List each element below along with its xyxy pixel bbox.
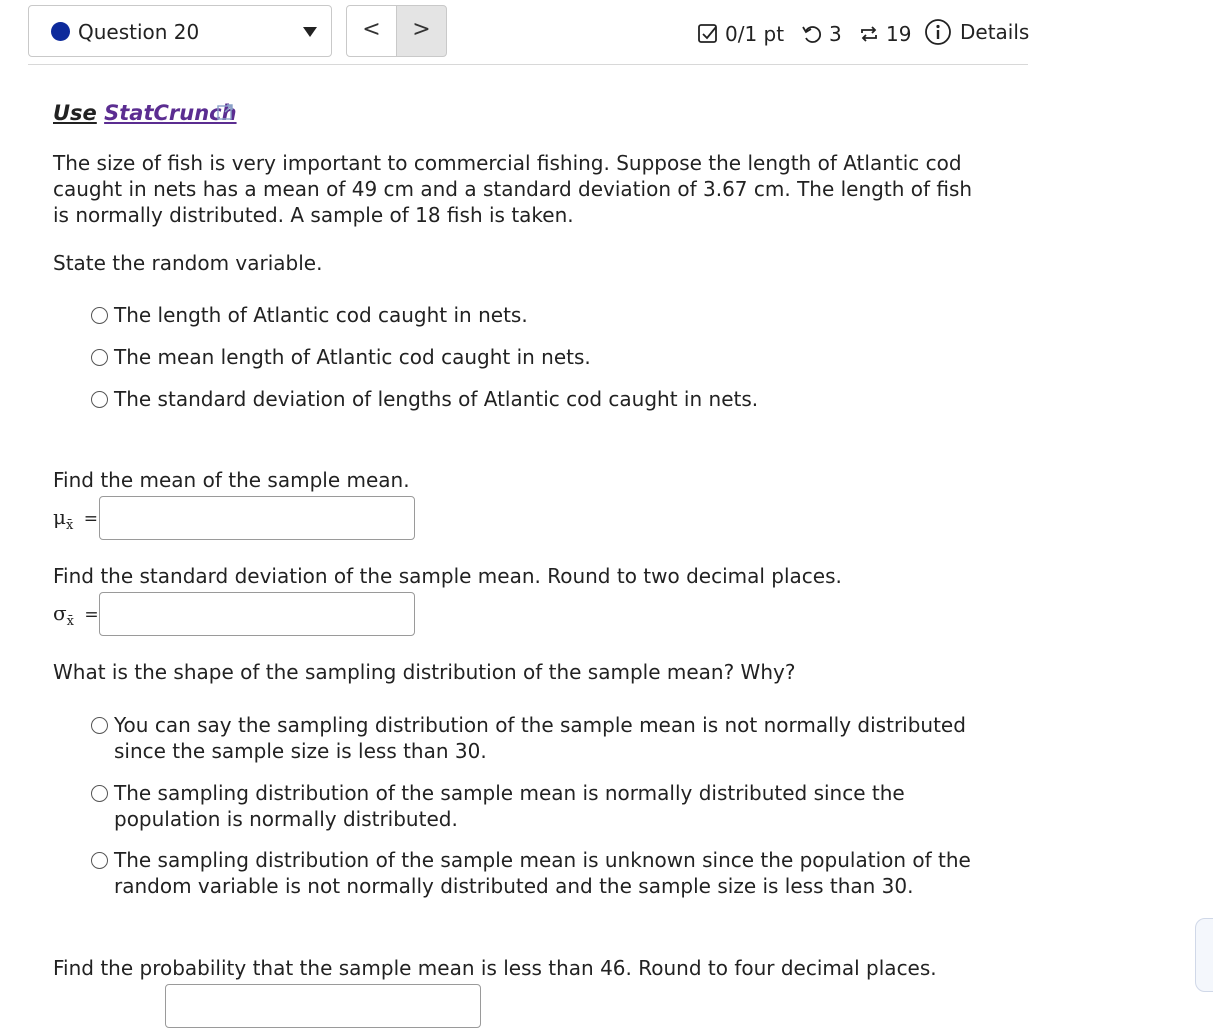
option-label-line1: You can say the sampling distribution of the sample mean is not normally distributed xyxy=(114,713,966,737)
option-label: The length of Atlantic cod caught in nets. xyxy=(114,303,528,327)
mu-symbol: μ xyxy=(53,505,66,529)
question-selector[interactable] xyxy=(28,5,332,57)
radio-button[interactable] xyxy=(91,785,108,802)
part4-option-2[interactable] xyxy=(91,780,905,832)
retries-indicator xyxy=(801,19,842,49)
option-label-line1: The sampling distribution of the sample mean is normally distributed since the xyxy=(114,781,905,805)
option-label-line1: The sampling distribution of the sample mean is unknown since the population of the xyxy=(114,848,971,872)
question-status-dot xyxy=(51,22,70,41)
part3-prompt: Find the standard deviation of the sample mean. Round to two decimal places. xyxy=(53,564,842,588)
problem-text: The size of fish is very important to commercial fishing. Suppose the length of Atlantic cod caught in nets has a mean of 49 cm and a standard deviation of 3.67 cm. The length of fish is normally distributed. A sample of 18 fish is taken. xyxy=(53,151,973,227)
radio-button[interactable] xyxy=(91,307,108,324)
part1-option-1[interactable] xyxy=(91,302,528,328)
retries-count: 3 xyxy=(829,22,842,46)
submissions-count: 19 xyxy=(886,22,912,46)
undo-icon xyxy=(801,23,823,45)
part4-prompt: What is the shape of the sampling distribution of the sample mean? Why? xyxy=(53,660,796,684)
sd-sample-mean-input[interactable] xyxy=(99,592,415,636)
option-label: The standard deviation of lengths of Atlantic cod caught in nets. xyxy=(114,387,759,411)
part2-prompt: Find the mean of the sample mean. xyxy=(53,468,410,492)
score-text: 0/1 pt xyxy=(725,22,785,46)
external-link-icon[interactable] xyxy=(217,103,234,120)
part1-prompt: State the random variable. xyxy=(53,251,323,275)
question-label: Question 20 xyxy=(78,20,200,44)
use-statcrunch xyxy=(53,101,237,125)
radio-button[interactable] xyxy=(91,391,108,408)
use-text: Use xyxy=(53,101,97,125)
side-panel-tab[interactable] xyxy=(1195,918,1213,992)
previous-question-button[interactable]: < xyxy=(346,5,397,57)
submissions-indicator xyxy=(858,19,911,49)
equals-sign: = xyxy=(83,509,98,529)
option-label-line2: random variable is not normally distributed and the sample size is less than 30. xyxy=(114,874,914,898)
option-label-line2: since the sample size is less than 30. xyxy=(114,739,487,763)
xbar-subscript: x̄ xyxy=(66,518,74,533)
caret-down-icon xyxy=(303,27,317,37)
repeat-icon xyxy=(858,23,880,45)
part1-option-3[interactable] xyxy=(91,386,758,412)
statcrunch-link[interactable]: StatCrunch xyxy=(104,101,237,125)
equals-sign: = xyxy=(84,605,99,625)
part4-option-1[interactable] xyxy=(91,712,966,764)
option-label-line2: population is normally distributed. xyxy=(114,807,458,831)
next-question-button[interactable]: > xyxy=(396,5,447,57)
details-label: Details xyxy=(960,20,1030,44)
option-label: The mean length of Atlantic cod caught in nets. xyxy=(114,345,591,369)
info-icon xyxy=(924,18,952,46)
radio-button[interactable] xyxy=(91,349,108,366)
header-divider xyxy=(28,64,1028,65)
mu-xbar-label xyxy=(53,505,98,533)
mean-sample-mean-input[interactable] xyxy=(99,496,415,540)
part5-prompt: Find the probability that the sample mean is less than 46. Round to four decimal places. xyxy=(53,956,937,980)
checkbox-check-icon xyxy=(697,23,719,45)
xbar-subscript: x̄ xyxy=(66,614,74,629)
sigma-xbar-label xyxy=(53,601,99,629)
radio-button[interactable] xyxy=(91,717,108,734)
radio-button[interactable] xyxy=(91,852,108,869)
part1-option-2[interactable] xyxy=(91,344,591,370)
details-button[interactable] xyxy=(924,17,1029,47)
score-indicator xyxy=(697,19,784,49)
probability-input[interactable] xyxy=(165,984,481,1028)
sigma-symbol: σ xyxy=(53,601,67,625)
part4-option-3[interactable] xyxy=(91,847,971,899)
